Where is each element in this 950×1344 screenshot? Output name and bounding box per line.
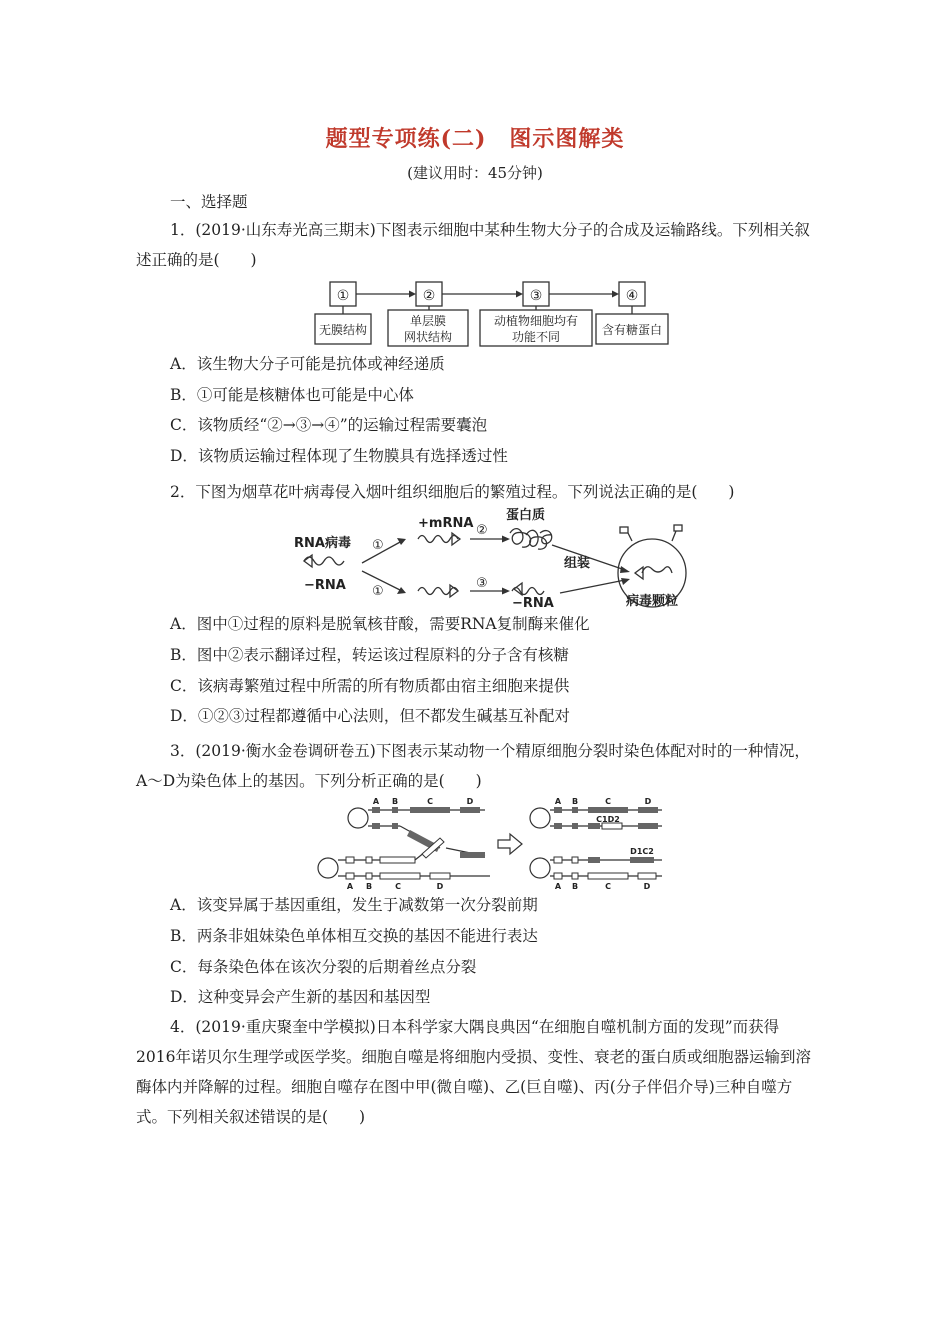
- q2-option-d: D．①②③过程都遵循中心法则，但不都发生碱基互补配对: [170, 707, 570, 725]
- q3-gene-d-bottom-left: D: [436, 882, 444, 891]
- q1-node-3: ③: [529, 288, 543, 304]
- q3-gene-a-bottom-left: A: [346, 882, 354, 891]
- q3-option-d: D．这种变异会产生新的基因和基因型: [170, 988, 431, 1006]
- q3-option-c: C．每条染色体在该次分裂的后期着丝点分裂: [170, 958, 477, 976]
- page-title: 题型专项练(二) 图示图解类: [325, 126, 625, 152]
- section-heading: 一、选择题: [170, 193, 248, 211]
- q3-gene-b-bottom-right: B: [571, 882, 579, 891]
- q1-node-2: ②: [422, 288, 436, 304]
- question-2-stem: 2．下图为烟草花叶病毒侵入烟叶组织细胞后的繁殖过程。下列说法正确的是( ): [170, 483, 735, 501]
- q1-desc-1: 无膜结构: [318, 323, 368, 337]
- q1-figure: [310, 280, 675, 348]
- q3-gene-d1c2: D1C2: [630, 847, 654, 856]
- q1-desc-2a: 单层膜: [409, 314, 447, 328]
- q3-gene-c-bottom-left: C: [395, 882, 401, 891]
- q2-label-plus-mrna: +mRNA: [418, 516, 474, 531]
- q3-figure: [310, 796, 670, 892]
- q3-gene-c-top-right: C: [605, 797, 611, 806]
- q3-option-a: A．该变异属于基因重组，发生于减数第一次分裂前期: [170, 896, 538, 914]
- q3-gene-d-top-right: D: [644, 797, 652, 806]
- q3-gene-d-top-left: D: [466, 797, 474, 806]
- q3-gene-a-top-left: A: [372, 797, 380, 806]
- q2-label-protein: 蛋白质: [506, 508, 546, 523]
- page-subtitle: (建议用时：45分钟): [407, 164, 543, 182]
- q2-option-a: A．图中①过程的原料是脱氧核苷酸，需要RNA复制酶来催化: [170, 615, 590, 633]
- q2-figure: [290, 505, 710, 610]
- q3-option-b: B．两条非姐妹染色单体相互交换的基因不能进行表达: [170, 927, 538, 945]
- q2-option-c: C．该病毒繁殖过程中所需的所有物质都由宿主细胞来提供: [170, 677, 570, 695]
- question-4-stem: 4．(2019·重庆聚奎中学模拟)日本科学家大隅良典因“在细胞自噬机制方面的发现”而获得2016年诺贝尔生理学或医学奖。细胞自噬是将细胞内受损、变性、衰老的蛋白质或细胞器运输到溶酶体内并降解的过程。细胞自噬存在图中甲(微自噬)、乙(巨自噬)、丙(分子伴侣介导)三种自噬方式。下列相关叙述错误的是( ): [136, 1018, 811, 1126]
- q2-label-virus-particle: 病毒颗粒: [626, 594, 679, 609]
- q3-gene-c1d2: C1D2: [596, 815, 620, 824]
- question-3-stem: 3．(2019·衡水金卷调研卷五)下图表示某动物一个精原细胞分裂时染色体配对时的一种情况，A～D为染色体上的基因。下列分析正确的是( ): [136, 742, 810, 790]
- q2-step-3: ③: [476, 576, 488, 591]
- q2-label-minus-rna: −RNA: [304, 578, 346, 593]
- q3-gene-b-top-left: B: [391, 797, 399, 806]
- q3-gene-d-bottom-right: D: [643, 882, 651, 891]
- q2-step-2: ②: [476, 523, 488, 538]
- q1-desc-3b: 功能不同: [511, 330, 561, 344]
- q2-step-1: ①: [372, 538, 384, 553]
- q1-node-1: ①: [336, 288, 350, 304]
- q3-gene-b-top-right: B: [571, 797, 579, 806]
- q3-gene-a-top-right: A: [554, 797, 562, 806]
- q1-desc-4: 含有糖蛋白: [601, 323, 663, 337]
- q2-label-assembly: 组装: [564, 556, 591, 571]
- q1-node-4: ④: [625, 288, 639, 304]
- q3-gene-c-top-left: C: [427, 797, 433, 806]
- q1-option-c: C．该物质经“②→③→④”的运输过程需要囊泡: [170, 416, 488, 434]
- q2-step-1b: ①: [372, 584, 384, 599]
- q1-desc-3a: 动植物细胞均有: [493, 314, 579, 328]
- q3-gene-c-bottom-right: C: [605, 882, 611, 891]
- q3-gene-a-bottom-right: A: [554, 882, 562, 891]
- q3-gene-b-bottom-left: B: [365, 882, 373, 891]
- q1-option-b: B．①可能是核糖体也可能是中心体: [170, 386, 414, 404]
- q1-option-a: A．该生物大分子可能是抗体或神经递质: [170, 355, 445, 373]
- question-1-stem: 1．(2019·山东寿光高三期末)下图表示细胞中某种生物大分子的合成及运输路线。下列相关叙述正确的是( ): [136, 221, 810, 269]
- q1-option-d: D．该物质运输过程体现了生物膜具有选择透过性: [170, 447, 508, 465]
- q1-desc-2b: 网状结构: [403, 330, 453, 344]
- q2-label-rna-virus: RNA病毒: [294, 536, 351, 551]
- q2-label-minus-rna-2: −RNA: [512, 596, 554, 610]
- q2-option-b: B．图中②表示翻译过程，转运该过程原料的分子含有核糖: [170, 646, 569, 664]
